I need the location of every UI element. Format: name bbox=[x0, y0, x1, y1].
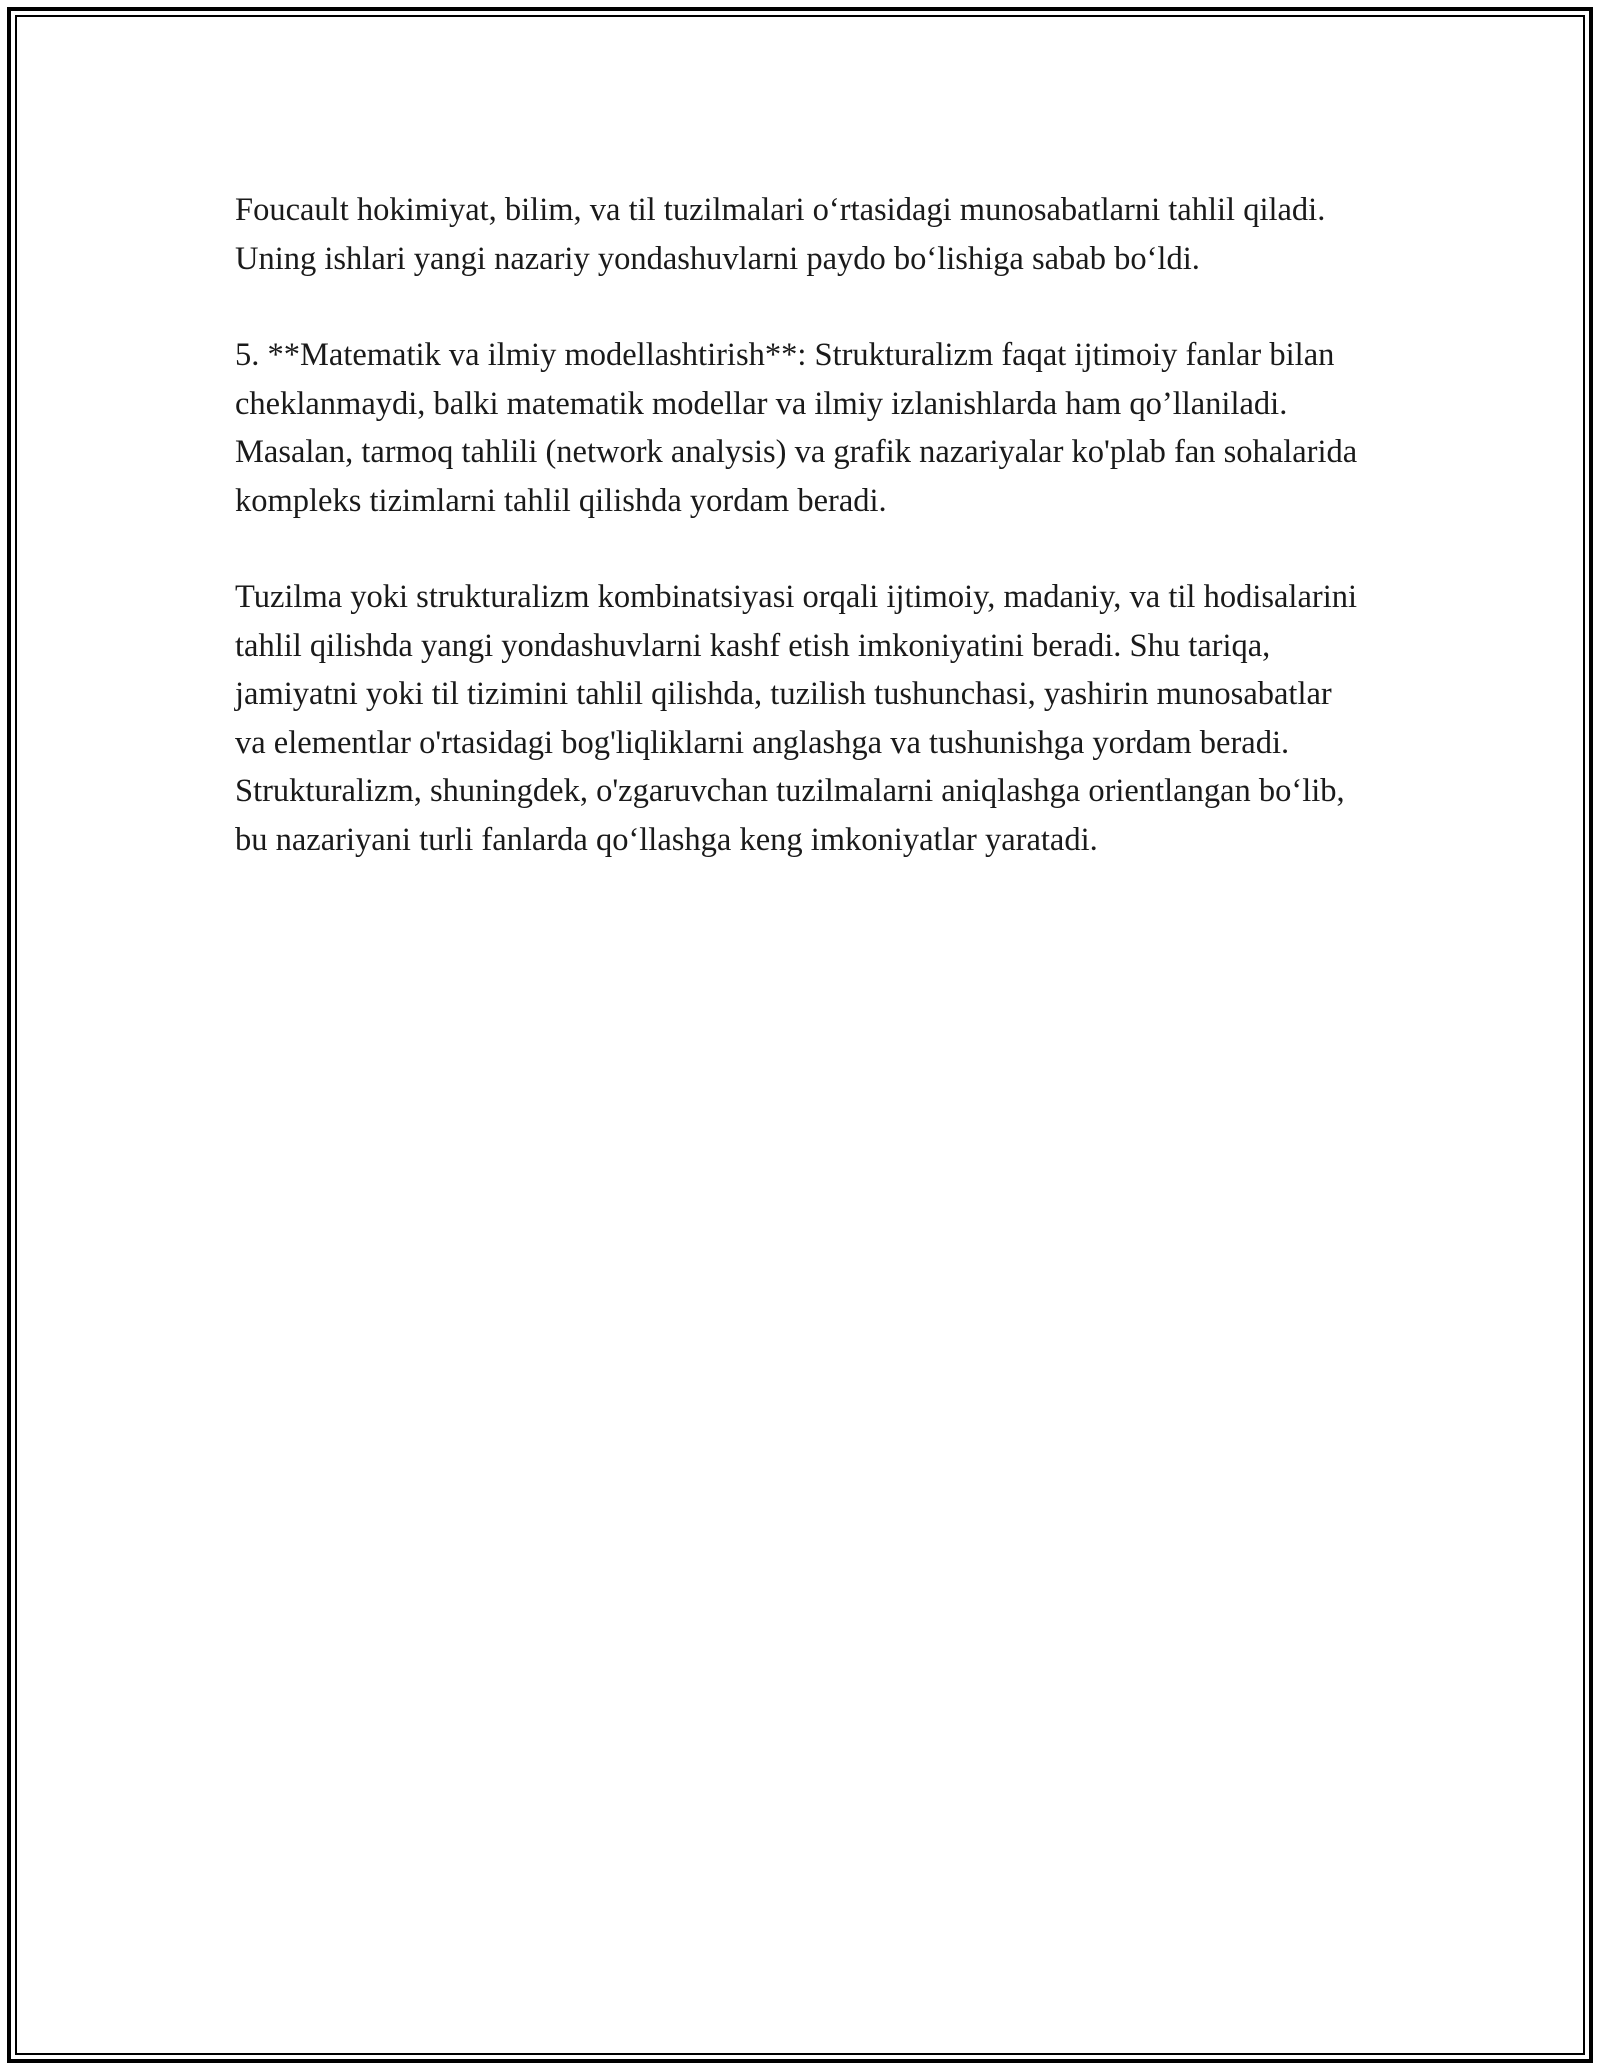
paragraph-foucault: Foucault hokimiyat, bilim, va til tuzilmalari o‘rtasidagi munosabatlarni tahlil qiladi. Uning ishlari yangi nazariy yondashuvlarni paydo bo‘lishiga sabab bo‘ldi. bbox=[235, 192, 1326, 277]
document-body bbox=[235, 186, 1370, 912]
paragraph-conclusion: Tuzilma yoki strukturalizm kombinatsiyasi orqali ijtimoiy, madaniy, va til hodisalarini tahlil qilishda yangi yondashuvlarni kashf etish imkoniyatini beradi. Shu tariqa, jamiyatni yoki til tizimini tahlil qilishda, tuzilish tushunchasi, yashirin munosabatlar va elementlar o'rtasidagi bog'liqliklarni anglashga va tushunishga yordam beradi. Strukturalizm, shuningdek, o'zgaruvchan tuzilmalarni aniqlashga orientlangan bo‘lib, bu nazariyani turli fanlarda qo‘llashga keng imkoniyatlar yaratadi. bbox=[235, 579, 1358, 858]
paragraph-mathematical-modeling: 5. **Matematik va ilmiy modellashtirish**: Strukturalizm faqat ijtimoiy fanlar bilan cheklanmaydi, balki matematik modellar va ilmiy izlanishlarda ham qo’llaniladi. Masalan, tarmoq tahlili (network analysis) va grafik nazariyalar ko'plab fan sohalarida kompleks tizimlarni tahlil qilishda yordam beradi. bbox=[235, 337, 1358, 519]
